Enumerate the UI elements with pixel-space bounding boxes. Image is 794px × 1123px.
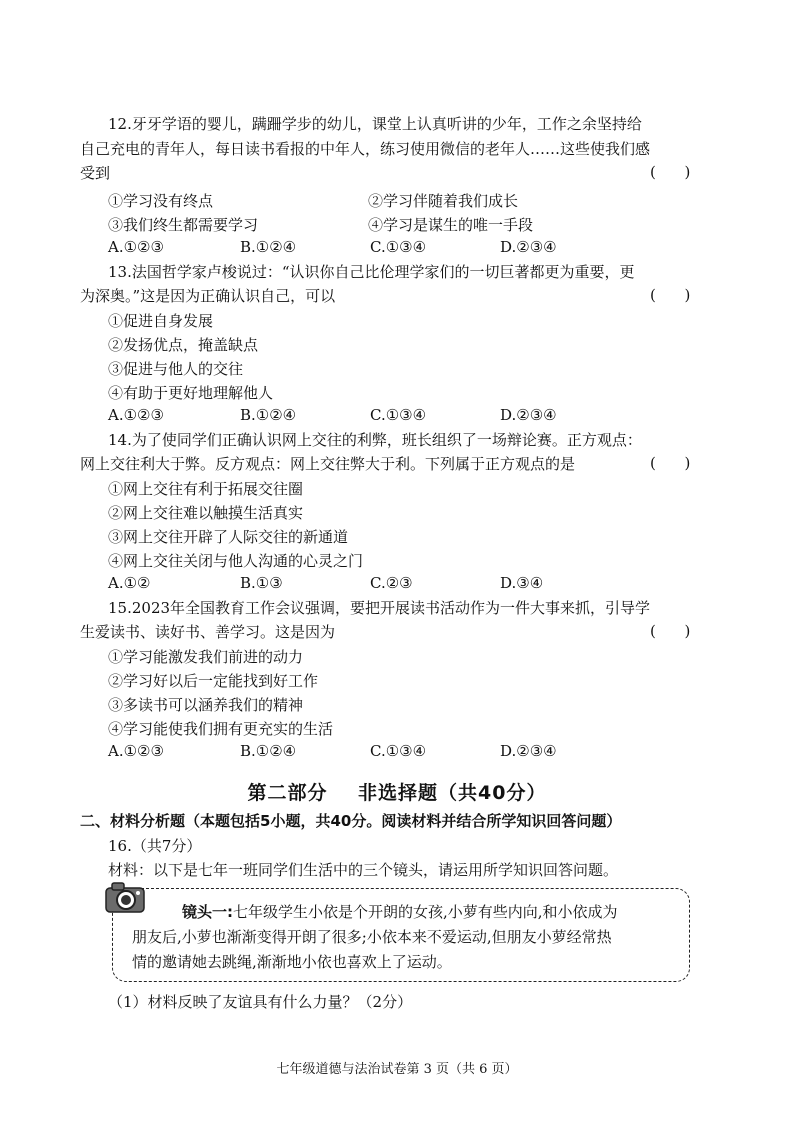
statement: ③我们终生都需要学习 [108,216,259,234]
answer-blank[interactable]: ( ) [650,454,691,472]
statement: ③多读书可以涵养我们的精神 [108,696,304,714]
choice-c[interactable]: C.①③④ [370,742,427,760]
statement: ①学习能激发我们前进的动力 [108,648,304,666]
scene-line: 情的邀请她去跳绳,渐渐地小依也喜欢上了运动。 [132,953,452,971]
statement: ①学习没有终点 [108,192,214,210]
scene-label: 镜头一: [182,903,233,921]
answer-blank[interactable]: ( ) [650,286,691,304]
choice-b[interactable]: B.①③ [240,574,283,592]
choice-a[interactable]: A.①②③ [108,238,164,256]
statement: ③促进与他人的交往 [108,360,244,378]
statement: ②网上交往难以触摸生活真实 [108,504,304,522]
choice-c[interactable]: C.②③ [370,574,413,592]
scene-line: 七年级学生小依是个开朗的女孩,小萝有些内向,和小依成为 [233,903,618,921]
statement: ④网上交往关闭与他人沟通的心灵之门 [108,552,364,570]
choice-c[interactable]: C.①③④ [370,238,427,256]
choice-d[interactable]: D.②③④ [500,742,557,760]
choice-c[interactable]: C.①③④ [370,406,427,424]
statement: ①促进自身发展 [108,312,214,330]
sub-question-1: （1）材料反映了友谊具有什么力量？（2分） [108,993,413,1011]
statement: ④学习是谋生的唯一手段 [368,216,534,234]
choice-a[interactable]: A.①②③ [108,742,164,760]
question-text-line: 生爱读书、读好书、善学习。这是因为 [80,623,336,641]
scene-line: 朋友后,小萝也渐渐变得开朗了很多;小依本来不爱运动,但朋友小萝经常热 [132,928,612,946]
part-title: 第二部分 非选择题（共40分） [247,782,547,804]
answer-blank[interactable]: ( ) [650,622,691,640]
question-text-line: 自己充电的青年人，每日读书看报的中年人，练习使用微信的老年人……这些使我们感 [80,140,651,158]
question-text-line: 13.法国哲学家卢梭说过：“认识你自己比伦理学家们的一切巨著都更为重要，更 [108,263,635,281]
statement: ②学习好以后一定能找到好工作 [108,672,319,690]
statement: ①网上交往有利于拓展交往圈 [108,480,304,498]
statement: ④学习能使我们拥有更充实的生活 [108,720,334,738]
choice-d[interactable]: D.②③④ [500,238,557,256]
page-footer: 七年级道德与法治试卷第 3 页（共 6 页） [276,1062,518,1077]
statement: ③网上交往开辟了人际交往的新通道 [108,528,349,546]
choice-b[interactable]: B.①②④ [240,742,297,760]
choice-d[interactable]: D.②③④ [500,406,557,424]
choice-a[interactable]: A.①② [108,574,151,592]
statement: ②发扬优点，掩盖缺点 [108,336,259,354]
choice-a[interactable]: A.①②③ [108,406,164,424]
question-text-line: 网上交往利大于弊。反方观点：网上交往弊大于利。下列属于正方观点的是 [80,455,576,473]
choice-b[interactable]: B.①②④ [240,406,297,424]
answer-blank[interactable]: ( ) [650,163,691,181]
statement: ②学习伴随着我们成长 [368,192,519,210]
section-title: 二、材料分析题（本题包括5小题，共40分。阅读材料并结合所学知识回答问题） [80,812,622,830]
question-text-line: 为深奥。”这是因为正确认识自己，可以 [80,287,336,305]
question-16-header: 16.（共7分） [108,837,202,855]
choice-d[interactable]: D.③④ [500,574,544,592]
question-text-line: 14.为了使同学们正确认识网上交往的利弊，班长组织了一场辩论赛。正方观点： [108,431,642,449]
question-text-line: 12.牙牙学语的婴儿，蹒跚学步的幼儿，课堂上认真听讲的少年，工作之余坚持给 [108,115,642,133]
question-text-line: 受到 [80,164,111,182]
question-text-line: 15.2023年全国教育工作会议强调，要把开展读书活动作为一件大事来抓，引导学 [108,599,651,617]
material-intro: 材料：以下是七年一班同学们生活中的三个镜头，请运用所学知识回答问题。 [108,861,619,879]
choice-b[interactable]: B.①②④ [240,238,297,256]
scene-text [132,900,680,975]
statement: ④有助于更好地理解他人 [108,384,274,402]
